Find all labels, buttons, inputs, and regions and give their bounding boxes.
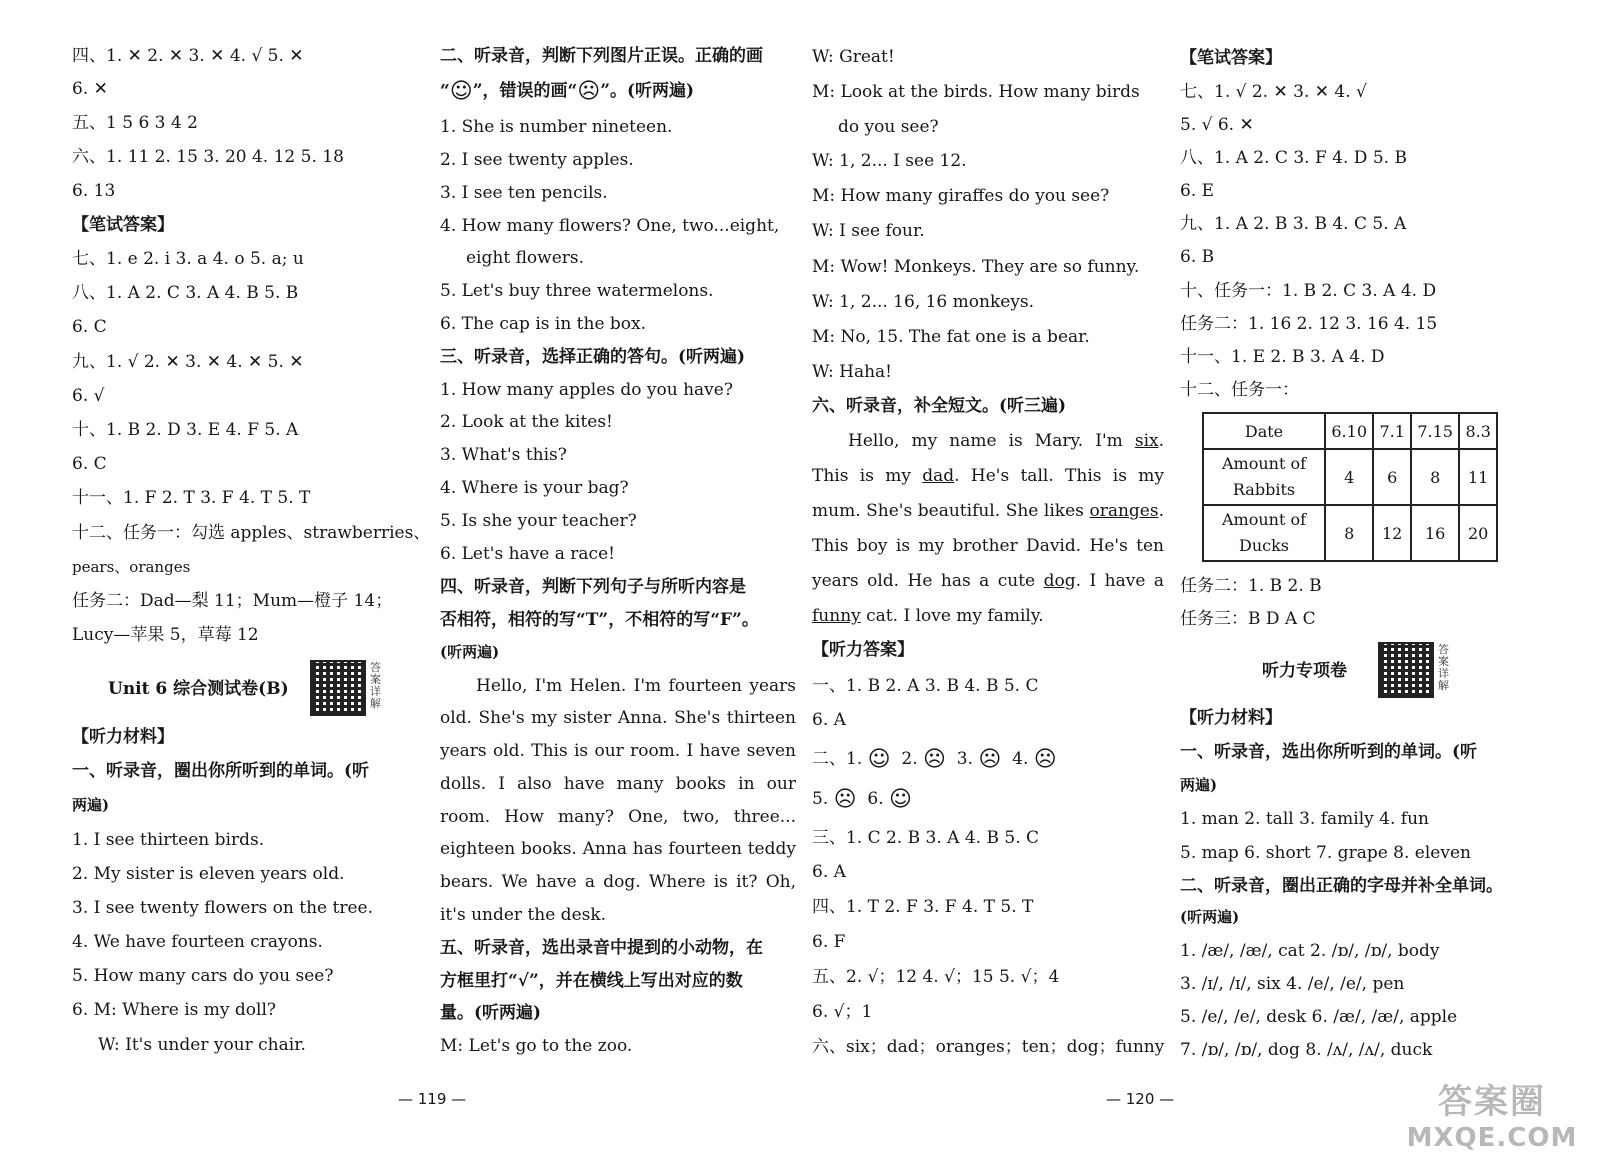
answer-line: 5. √ 6. ✕ [1180, 115, 1254, 135]
passage-line: Hello, my name is Mary. I'm six. [848, 431, 1164, 451]
sad-face-icon: ☹ [1033, 746, 1057, 772]
dialog-line: M: No, 15. The fat one is a bear. [812, 327, 1090, 347]
dialog-line: M: Look at the birds. How many birds [812, 82, 1140, 102]
listening-item: 1. How many apples do you have? [440, 380, 733, 400]
question-heading: 量。(听两遍) [440, 1003, 542, 1023]
watermark [1392, 1074, 1592, 1153]
qr-code[interactable] [310, 660, 366, 716]
sad-face-icon: ☹ [923, 746, 946, 772]
answer-line: 七、1. √ 2. ✕ 3. ✕ 4. √ [1180, 82, 1367, 102]
question-heading: 一、听录音，圈出你所听到的单词。(听 [72, 761, 370, 781]
answer-line: 四、1. ✕ 2. ✕ 3. ✕ 4. √ 5. ✕ [72, 46, 304, 66]
passage-line: funny cat. I love my family. [812, 606, 1044, 626]
answer-line: 任务二：Dad—梨 11；Mum—橙子 14； [72, 591, 393, 611]
table-cell: 16 [1411, 505, 1459, 561]
question-heading: 两遍) [72, 796, 110, 814]
answer-line: 五、2. √；12 4. √；15 5. √；4 [812, 967, 1060, 987]
table-row [1203, 505, 1497, 561]
passage-line: This is my dad. He's tall. This is my [812, 466, 1164, 486]
unit-title: 听力专项卷 [1262, 661, 1347, 681]
dialog-line: W: Haha! [812, 362, 893, 382]
table-cell: 11 [1459, 449, 1497, 505]
page-number-left: — 119 — [398, 1090, 467, 1108]
answer-line: pears、oranges [72, 558, 191, 576]
table-row [1203, 413, 1497, 449]
answer-line: 十二、任务一： [1180, 380, 1299, 400]
listening-item: 6. Let's have a race! [440, 544, 615, 564]
answer-line: 五、1 5 6 3 4 2 [72, 113, 198, 133]
answer-line: 5. ☹ 6. ☺ [812, 786, 912, 812]
quote-open: “ [440, 81, 450, 101]
passage-line: eighteen books. Anna has fourteen teddy [440, 839, 796, 859]
listening-item: 6. M: Where is my doll? [72, 1000, 277, 1020]
listening-item: 5. Let's buy three watermelons. [440, 281, 714, 301]
listening-item: 1. She is number nineteen. [440, 117, 673, 137]
sad-face-icon: ☹ [978, 746, 1002, 772]
answer-line: 八、1. A 2. C 3. F 4. D 5. B [1180, 148, 1407, 168]
table-cell: 6 [1373, 449, 1411, 505]
listening-item: 5. Is she your teacher? [440, 511, 637, 531]
question-heading: (听两遍) [440, 643, 500, 661]
table-cell: 8 [1411, 449, 1459, 505]
answer-line: 6. E [1180, 181, 1215, 201]
listening-item: 4. Where is your bag? [440, 478, 629, 498]
dialog-line: W: 1, 2... I see 12. [812, 151, 967, 171]
answer-line: 6. √；1 [812, 1002, 873, 1022]
answer-line: 任务二：1. 16 2. 12 3. 16 4. 15 [1180, 314, 1438, 334]
question-heading: 两遍) [1180, 776, 1218, 794]
answer-line: 6. √ [72, 386, 105, 406]
answer-line: 6. F [812, 932, 846, 952]
qr-label: 答案详解 [370, 661, 381, 710]
answer-line: 十一、1. F 2. T 3. F 4. T 5. T [72, 488, 311, 508]
sad-face-icon: ☹ [833, 786, 857, 812]
answer-line: 八、1. A 2. C 3. A 4. B 5. B [72, 283, 299, 303]
answer-line: 任务三：B D A C [1180, 609, 1316, 629]
filled-blank: oranges [1089, 501, 1159, 521]
dialog-line: do you see? [838, 117, 939, 137]
answer-line: 6. C [72, 454, 107, 474]
passage-line: Hello, I'm Helen. I'm fourteen years [476, 676, 796, 696]
answer-line: 十、任务一：1. B 2. C 3. A 4. D [1180, 281, 1437, 301]
answer-line: 十、1. B 2. D 3. E 4. F 5. A [72, 420, 299, 440]
filled-blank: funny [812, 606, 861, 626]
question-heading [440, 80, 694, 103]
passage-line: old. She's my sister Anna. She's thirteen [440, 708, 796, 728]
answer-line: 6. A [812, 862, 846, 882]
table-cell: Amount of Rabbits [1203, 449, 1325, 505]
answer-line: 6. A [812, 710, 846, 730]
listening-item: 1. /æ/, /æ/, cat 2. /ɒ/, /ɒ/, body [1180, 941, 1440, 961]
answer-line: 6. 13 [72, 181, 116, 201]
smiley-face-icon: ☺ [867, 746, 891, 772]
passage-line: bears. We have a dog. Where is it? Oh, [440, 872, 796, 892]
question-heading: (听两遍) [1180, 908, 1240, 926]
question-heading: 五、听录音，选出录音中提到的小动物，在 [440, 938, 763, 958]
qr-code[interactable] [1378, 642, 1434, 698]
answer-line: 三、1. C 2. B 3. A 4. B 5. C [812, 828, 1040, 848]
table-cell: Date [1203, 413, 1325, 449]
section-heading: 【笔试答案】 [72, 215, 174, 235]
answer-line: 七、1. e 2. i 3. a 4. o 5. a; u [72, 249, 304, 269]
answer-line: 六、1. 11 2. 15 3. 20 4. 12 5. 18 [72, 147, 344, 167]
answer-line: 六、six；dad；oranges；ten；dog；funny [812, 1037, 1165, 1057]
data-table [1202, 412, 1498, 562]
section-heading: 【笔试答案】 [1180, 48, 1282, 68]
answer-line: 九、1. A 2. B 3. B 4. C 5. A [1180, 214, 1407, 234]
passage-line: This boy is my brother David. He's ten [812, 536, 1164, 556]
section-heading: 【听力材料】 [72, 727, 174, 747]
table-cell: 8.3 [1459, 413, 1497, 449]
listening-item: 3. /ɪ/, /ɪ/, six 4. /e/, /e/, pen [1180, 974, 1405, 994]
passage-line: it's under the desk. [440, 905, 607, 925]
sad-face-icon: ☹ [577, 78, 601, 104]
answer-line: 6. C [72, 317, 107, 337]
listening-item: 6. The cap is in the box. [440, 314, 647, 334]
section-heading: 【听力答案】 [812, 640, 914, 660]
table-cell: 7.1 [1373, 413, 1411, 449]
listening-item: M: Let's go to the zoo. [440, 1036, 633, 1056]
dialog-line: M: Wow! Monkeys. They are so funny. [812, 257, 1140, 277]
answer-line: 6. B [1180, 247, 1215, 267]
question-heading: 否相符，相符的写“T”，不相符的写“F”。 [440, 610, 759, 630]
listening-item: 2. I see twenty apples. [440, 150, 634, 170]
section-heading: 【听力材料】 [1180, 708, 1282, 728]
question-heading: 二、听录音，判断下列图片正误。正确的画 [440, 46, 763, 66]
passage-line: mum. She's beautiful. She likes oranges. [812, 501, 1164, 521]
smiley-face-icon: ☺ [889, 786, 912, 812]
passage-line: years old. This is our room. I have seven [440, 741, 796, 761]
question-heading: 六、听录音，补全短文。(听三遍) [812, 396, 1067, 416]
listening-item: 7. /ɒ/, /ɒ/, dog 8. /ʌ/, /ʌ/, duck [1180, 1040, 1433, 1060]
question-heading: 二、听录音，圈出正确的字母并补全单词。 [1180, 876, 1503, 896]
table-cell: 4 [1325, 449, 1373, 505]
listening-item: 2. Look at the kites! [440, 412, 613, 432]
listening-item: 3. I see twenty flowers on the tree. [72, 898, 373, 918]
listening-item: 1. man 2. tall 3. family 4. fun [1180, 809, 1429, 829]
heading-text: ”。(听两遍) [600, 81, 695, 101]
filled-blank: six [1134, 431, 1159, 451]
page-number-right: — 120 — [1106, 1090, 1175, 1108]
heading-text: ”，错误的画“ [472, 81, 578, 101]
listening-item: W: It's under your chair. [98, 1035, 306, 1055]
listening-item: eight flowers. [466, 248, 585, 268]
listening-item: 3. I see ten pencils. [440, 183, 608, 203]
table-cell: 12 [1373, 505, 1411, 561]
answer-line: 任务二：1. B 2. B [1180, 576, 1322, 596]
passage-line: years old. He has a cute dog. I have a [812, 571, 1164, 591]
dialog-line: W: Great! [812, 47, 895, 67]
filled-blank: dog [1043, 571, 1076, 591]
watermark-url: MXQE.COM [1406, 1123, 1578, 1153]
listening-item: 3. What's this? [440, 445, 567, 465]
listening-item: 5. /e/, /e/, desk 6. /æ/, /æ/, apple [1180, 1007, 1458, 1027]
question-heading: 四、听录音，判断下列句子与所听内容是 [440, 577, 746, 597]
answer-line: Lucy—苹果 5，草莓 12 [72, 625, 259, 645]
answer-line: 十一、1. E 2. B 3. A 4. D [1180, 347, 1385, 367]
watermark-text: 答案圈 [1438, 1082, 1546, 1122]
dialog-line: W: I see four. [812, 221, 925, 241]
filled-blank: dad [922, 466, 955, 486]
dialog-line: W: 1, 2... 16, 16 monkeys. [812, 292, 1035, 312]
listening-item: 2. My sister is eleven years old. [72, 864, 345, 884]
table-cell: 6.10 [1325, 413, 1373, 449]
question-heading: 一、听录音，选出你所听到的单词。(听 [1180, 742, 1478, 762]
unit-title: Unit 6 综合测试卷(B) [108, 679, 289, 699]
table-row [1203, 449, 1497, 505]
answer-line: 二、1. ☺ 2. ☹ 3. ☹ 4. ☹ [812, 746, 1057, 772]
listening-item: 4. We have fourteen crayons. [72, 932, 323, 952]
answer-line: 九、1. √ 2. ✕ 3. ✕ 4. ✕ 5. ✕ [72, 352, 304, 372]
answer-line: 一、1. B 2. A 3. B 4. B 5. C [812, 676, 1039, 696]
passage-line: room. How many? One, two, three... [440, 807, 796, 827]
question-heading: 三、听录音，选择正确的答句。(听两遍) [440, 347, 746, 367]
table-cell: Amount of Ducks [1203, 505, 1325, 561]
table-cell: 8 [1325, 505, 1373, 561]
qr-label: 答案详解 [1438, 643, 1449, 692]
answer-line: 四、1. T 2. F 3. F 4. T 5. T [812, 897, 1034, 917]
smiley-face-icon: ☺ [449, 78, 473, 104]
listening-item: 4. How many flowers? One, two...eight, [440, 216, 780, 236]
answer-line: 6. ✕ [72, 79, 108, 99]
question-heading: 方框里打“√”，并在横线上写出对应的数 [440, 971, 743, 991]
answer-line: 十二、任务一：勾选 apples、strawberries、 [72, 523, 431, 543]
listening-item: 5. How many cars do you see? [72, 966, 334, 986]
dialog-line: M: How many giraffes do you see? [812, 186, 1110, 206]
table-cell: 7.15 [1411, 413, 1459, 449]
table-cell: 20 [1459, 505, 1497, 561]
listening-item: 1. I see thirteen birds. [72, 830, 265, 850]
listening-item: 5. map 6. short 7. grape 8. eleven [1180, 843, 1471, 863]
passage-line: dolls. I also have many books in our [440, 774, 796, 794]
